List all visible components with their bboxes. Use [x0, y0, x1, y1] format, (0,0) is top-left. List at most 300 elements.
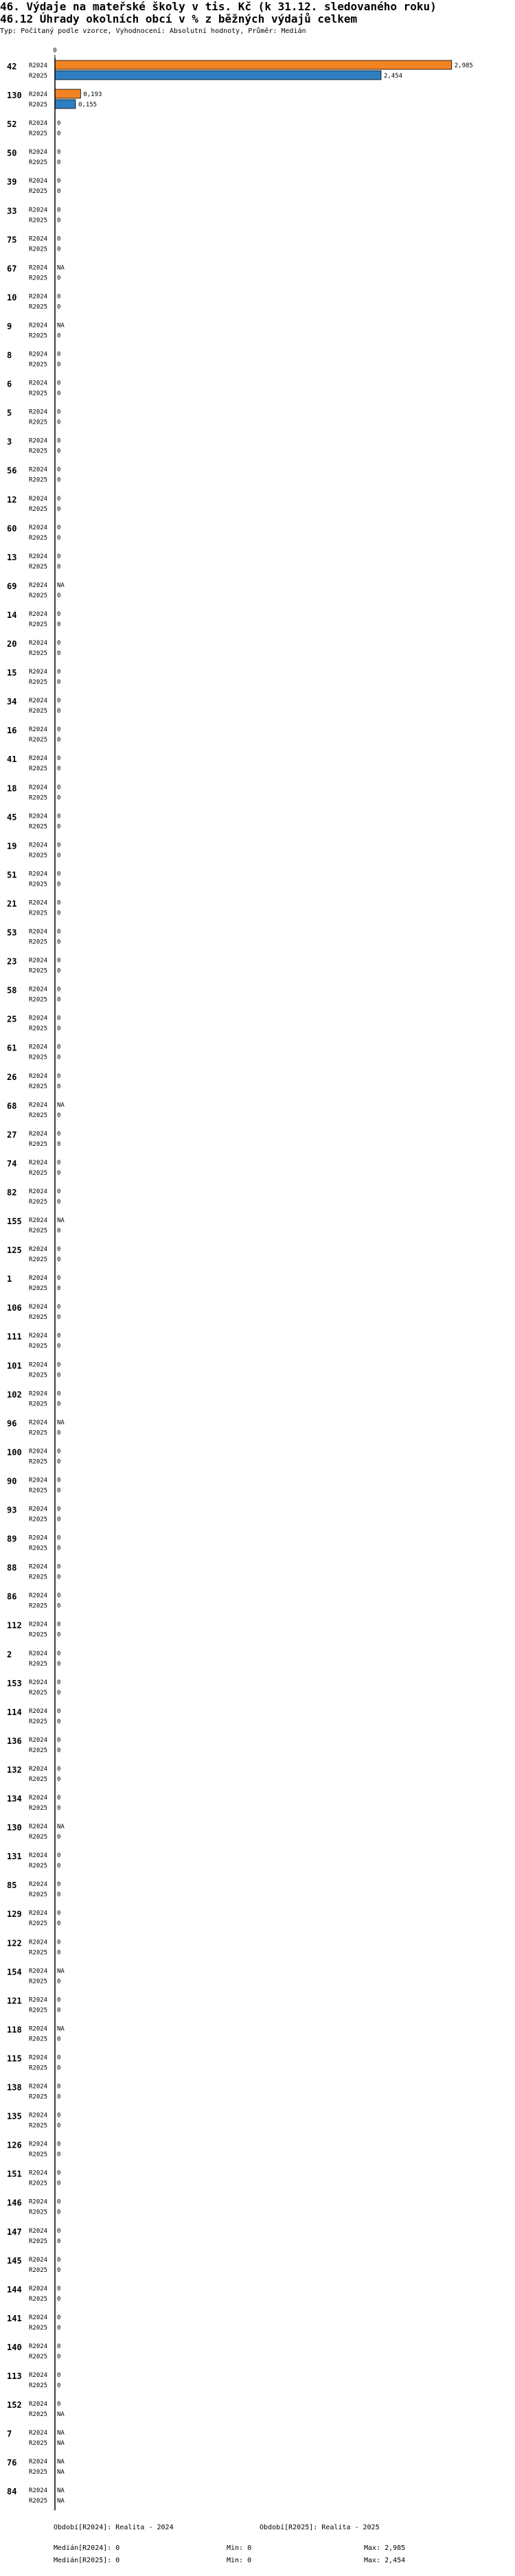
series-label: R2024	[29, 640, 48, 647]
series-label: R2025	[29, 1660, 48, 1668]
data-label: 0	[57, 679, 61, 687]
data-label: NA	[57, 2440, 65, 2448]
series-label: R2024	[29, 1304, 48, 1311]
data-label: 0	[57, 842, 61, 849]
median-r2024: Medián[R2024]: 0	[54, 2544, 120, 2552]
data-label: 0	[57, 2372, 61, 2379]
data-label: 0	[57, 448, 61, 455]
group-label: 7	[7, 2429, 12, 2439]
series-label: R2024	[29, 1217, 48, 1224]
series-label: R2024	[29, 2170, 48, 2177]
data-label: 0	[57, 235, 61, 243]
series-label: R2025	[29, 1314, 48, 1322]
data-label: 0	[57, 1390, 61, 1398]
series-label: R2024	[29, 2112, 48, 2119]
data-label: NA	[57, 2498, 65, 2505]
group-label: 138	[7, 2082, 22, 2093]
series-label: R2024	[29, 1736, 48, 1744]
group-label: 131	[7, 1852, 22, 1862]
data-label: 0	[57, 2007, 61, 2014]
legend-r2025: Období[R2025]: Realita - 2025	[260, 2524, 380, 2531]
group-label: 34	[7, 697, 17, 707]
data-label: 0	[57, 1621, 61, 1629]
series-label: R2025	[29, 2238, 48, 2245]
series-label: R2025	[29, 910, 48, 917]
series-label: R2025	[29, 246, 48, 253]
series-label: R2025	[29, 448, 48, 455]
series-label: R2024	[29, 1506, 48, 1513]
series-label: R2025	[29, 621, 48, 628]
series-label: R2025	[29, 2382, 48, 2389]
data-label: 0	[57, 1458, 61, 1466]
data-label: 2,985	[454, 62, 473, 69]
data-label: 0	[57, 871, 61, 878]
group-label: 125	[7, 1245, 22, 1256]
series-label: R2025	[29, 794, 48, 802]
data-label: 0	[57, 1044, 61, 1051]
series-label: R2025	[29, 332, 48, 340]
bar	[55, 60, 452, 69]
group-label: 5	[7, 408, 12, 418]
series-label: R2025	[29, 1140, 48, 1148]
data-label: 0	[57, 351, 61, 358]
series-label: R2024	[29, 1015, 48, 1022]
data-label: 0	[57, 2353, 61, 2360]
series-label: R2025	[29, 2469, 48, 2476]
series-label: R2025	[29, 737, 48, 744]
data-label: 0	[57, 813, 61, 820]
series-label: R2025	[29, 2151, 48, 2159]
group-label: 141	[7, 2313, 22, 2323]
series-label: R2024	[29, 1534, 48, 1542]
series-label: R2024	[29, 437, 48, 445]
group-label: 42	[7, 62, 17, 71]
bar	[55, 89, 80, 98]
group-label: 45	[7, 812, 17, 823]
series-label: R2025	[29, 1978, 48, 1986]
data-label: 0	[57, 1910, 61, 1918]
group-label: 15	[7, 668, 17, 678]
group-label: 23	[7, 956, 17, 967]
data-label: 0,193	[83, 91, 102, 99]
data-label: 0	[57, 1650, 61, 1657]
group-label: 13	[7, 552, 17, 562]
group-label: 155	[7, 1217, 22, 1226]
group-label: 146	[7, 2198, 22, 2208]
group-label: 3	[7, 437, 12, 447]
series-label: R2025	[29, 2353, 48, 2360]
group-label: 147	[7, 2227, 22, 2237]
series-label: R2025	[29, 1343, 48, 1350]
series-label: R2024	[29, 2083, 48, 2091]
data-label: 0	[57, 1015, 61, 1022]
series-label: R2024	[29, 1333, 48, 1340]
group-label: 132	[7, 1764, 22, 1775]
series-label: R2024	[29, 2054, 48, 2062]
data-label: 0	[57, 563, 61, 571]
group-label: 20	[7, 639, 17, 649]
x-tick-label: 0	[53, 47, 57, 54]
data-label: 0	[57, 928, 61, 936]
series-label: R2025	[29, 275, 48, 282]
data-label: 0	[57, 332, 61, 340]
data-label: 0	[57, 2083, 61, 2091]
data-label: 0	[57, 1795, 61, 1802]
data-label: 0	[57, 303, 61, 311]
series-label: R2024	[29, 1939, 48, 1946]
group-label: 101	[7, 1361, 22, 1371]
group-label: 27	[7, 1129, 17, 1140]
data-label: 0	[57, 2141, 61, 2148]
group-label: 112	[7, 1620, 22, 1631]
data-label: NA	[57, 1824, 65, 1831]
series-label: R2025	[29, 1891, 48, 1899]
group-label: 39	[7, 177, 17, 187]
data-label: 0	[57, 534, 61, 542]
data-label: 0	[57, 1997, 61, 2004]
series-label: R2024	[29, 784, 48, 792]
group-label: 61	[7, 1043, 17, 1053]
series-label: R2024	[29, 1477, 48, 1484]
data-label: 0	[57, 1506, 61, 1513]
group-label: 144	[7, 2284, 22, 2295]
chart-subtitle: 46.12 Úhrady okolních obcí v % z běžných výdajů celkem	[0, 12, 358, 25]
series-label: R2025	[29, 1372, 48, 1379]
data-label: 0	[57, 766, 61, 773]
series-label: R2025	[29, 2266, 48, 2274]
series-label: R2024	[29, 120, 48, 128]
data-label: 0	[57, 794, 61, 802]
series-label: R2024	[29, 1881, 48, 1889]
series-label: R2024	[29, 669, 48, 676]
group-label: 93	[7, 1505, 17, 1515]
data-label: 0	[57, 1275, 61, 1283]
group-label: 52	[7, 119, 17, 130]
series-label: R2024	[29, 178, 48, 185]
data-label: NA	[57, 1217, 65, 1224]
group-label: 135	[7, 2111, 22, 2121]
group-label: 118	[7, 2025, 22, 2035]
group-label: 68	[7, 1101, 17, 1111]
series-label: R2024	[29, 986, 48, 993]
data-label: 0	[57, 1372, 61, 1379]
data-label: 0	[57, 2295, 61, 2303]
data-label: 0	[57, 2227, 61, 2235]
group-label: 145	[7, 2255, 22, 2266]
data-label: NA	[57, 2430, 65, 2437]
data-label: 0	[57, 495, 61, 503]
data-label: 0	[57, 380, 61, 387]
data-label: 0	[57, 1285, 61, 1293]
series-label: R2024	[29, 2343, 48, 2350]
series-label: R2024	[29, 2198, 48, 2206]
series-label: R2025	[29, 1256, 48, 1264]
series-label: R2024	[29, 553, 48, 560]
data-label: 0	[57, 2036, 61, 2043]
data-label: 0	[57, 2180, 61, 2187]
data-label: 0	[57, 2112, 61, 2119]
series-label: R2024	[29, 1968, 48, 1975]
data-label: 0	[57, 1718, 61, 1725]
series-label: R2024	[29, 610, 48, 618]
series-label: R2025	[29, 1834, 48, 1841]
data-label: 0	[57, 592, 61, 599]
series-label: R2024	[29, 1130, 48, 1138]
series-label: R2025	[29, 650, 48, 657]
data-label: 0	[57, 910, 61, 917]
series-label: R2024	[29, 2487, 48, 2495]
data-label: 0	[57, 1574, 61, 1581]
series-label: R2025	[29, 823, 48, 831]
group-label: 100	[7, 1447, 22, 1458]
series-label: R2025	[29, 708, 48, 715]
data-label: 0	[57, 621, 61, 628]
group-label: 122	[7, 1938, 22, 1948]
data-label: 0	[57, 2256, 61, 2264]
data-label: 0	[57, 1256, 61, 1264]
data-label: 0	[57, 1881, 61, 1889]
group-label: 76	[7, 2458, 17, 2468]
data-label: 0	[57, 2343, 61, 2350]
series-label: R2025	[29, 1487, 48, 1495]
data-label: 0	[57, 275, 61, 282]
series-label: R2025	[29, 1169, 48, 1177]
data-label: 0	[57, 1679, 61, 1686]
series-label: R2024	[29, 235, 48, 243]
data-label: 0	[57, 726, 61, 734]
group-label: 88	[7, 1563, 17, 1573]
group-label: 75	[7, 235, 17, 245]
data-label: 0	[57, 1140, 61, 1148]
data-label: 0	[57, 553, 61, 560]
series-label: R2025	[29, 1545, 48, 1552]
series-label: R2024	[29, 755, 48, 763]
series-label: R2024	[29, 1563, 48, 1571]
data-label: 0	[57, 967, 61, 975]
data-label: 0	[57, 1805, 61, 1812]
data-label: 0	[57, 2266, 61, 2274]
data-label: 0	[57, 1401, 61, 1408]
max-r2024: Max: 2,985	[364, 2544, 406, 2552]
data-label: 0	[57, 524, 61, 531]
group-label: 69	[7, 581, 17, 591]
series-label: R2025	[29, 1747, 48, 1754]
series-label: R2024	[29, 2025, 48, 2033]
series-label: R2024	[29, 495, 48, 503]
series-label: R2024	[29, 2285, 48, 2292]
data-label: 0	[57, 1863, 61, 1870]
series-label: R2024	[29, 351, 48, 358]
group-label: 130	[7, 91, 22, 101]
data-label: 0	[57, 1602, 61, 1610]
series-label: R2025	[29, 1083, 48, 1090]
data-label: NA	[57, 322, 65, 330]
series-label: R2025	[29, 1949, 48, 1957]
series-label: R2024	[29, 1997, 48, 2004]
series-label: R2024	[29, 91, 48, 99]
data-label: 0	[57, 1304, 61, 1311]
series-label: R2024	[29, 2401, 48, 2408]
group-label: 12	[7, 494, 17, 505]
group-label: 14	[7, 610, 17, 620]
series-label: R2024	[29, 1650, 48, 1657]
data-label: 0	[57, 1429, 61, 1437]
data-label: 0	[57, 852, 61, 860]
group-label: 106	[7, 1303, 22, 1313]
series-label: R2025	[29, 73, 48, 80]
group-label: 74	[7, 1158, 17, 1169]
data-label: 0	[57, 1545, 61, 1552]
data-label: 0	[57, 1333, 61, 1340]
series-label: R2025	[29, 2324, 48, 2332]
series-label: R2024	[29, 1419, 48, 1427]
group-label: 21	[7, 899, 17, 909]
data-label: 0	[57, 188, 61, 196]
data-label: 0	[57, 2122, 61, 2130]
series-label: R2024	[29, 1448, 48, 1456]
data-label: 0	[57, 1516, 61, 1523]
data-label: 0	[57, 1228, 61, 1234]
data-label: 0	[57, 149, 61, 157]
series-label: R2024	[29, 726, 48, 734]
data-label: 0	[57, 1563, 61, 1571]
series-label: R2025	[29, 1285, 48, 1293]
series-label: R2024	[29, 1246, 48, 1254]
data-label: NA	[57, 264, 65, 272]
series-label: R2024	[29, 1621, 48, 1629]
group-label: 136	[7, 1736, 22, 1746]
group-label: 126	[7, 2140, 22, 2150]
series-label: R2025	[29, 505, 48, 513]
data-label: 0	[57, 1891, 61, 1899]
data-label: 0	[57, 2285, 61, 2292]
series-label: R2025	[29, 939, 48, 946]
group-label: 130	[7, 1823, 22, 1833]
data-label: 0	[57, 466, 61, 474]
data-label: 0	[57, 2314, 61, 2321]
group-label: 58	[7, 985, 17, 996]
group-label: 60	[7, 523, 17, 533]
series-label: R2024	[29, 466, 48, 474]
series-label: R2024	[29, 1275, 48, 1283]
data-label: 0	[57, 1083, 61, 1090]
series-label: R2024	[29, 380, 48, 387]
series-label: R2024	[29, 899, 48, 907]
data-label: 0	[57, 217, 61, 225]
series-label: R2025	[29, 2209, 48, 2216]
data-label: 0	[57, 957, 61, 965]
data-label: 0	[57, 1920, 61, 1928]
group-label: 9	[7, 321, 12, 332]
series-label: R2024	[29, 1592, 48, 1600]
data-label: 0	[57, 1689, 61, 1697]
data-label: 0	[57, 708, 61, 715]
data-label: 0	[57, 939, 61, 946]
series-label: R2025	[29, 1054, 48, 1061]
max-r2025: Max: 2,454	[364, 2557, 406, 2564]
series-label: R2024	[29, 813, 48, 820]
data-label: 0	[57, 737, 61, 744]
group-label: 51	[7, 870, 17, 880]
chart-description: Typ: Počítaný podle vzorce, Vyhodnocení: Absolutní hodnoty, Průměr: Medián	[0, 27, 306, 35]
chart-title: 46. Výdaje na mateřské školy v tis. Kč (k 31.12. sledovaného roku)	[0, 0, 437, 13]
group-label: 8	[7, 350, 12, 360]
min-r2025: Min: 0	[227, 2557, 252, 2564]
data-label: 0	[57, 1949, 61, 1957]
data-label: 0	[57, 784, 61, 792]
data-label: 0	[57, 881, 61, 888]
data-label: 0	[57, 1159, 61, 1166]
series-label: R2024	[29, 1765, 48, 1773]
series-label: R2024	[29, 2459, 48, 2466]
data-label: 0	[57, 1978, 61, 1986]
group-label: 82	[7, 1187, 17, 1197]
series-label: R2024	[29, 2227, 48, 2235]
series-label: R2024	[29, 1852, 48, 1860]
series-label: R2025	[29, 390, 48, 398]
data-label: 0	[57, 2151, 61, 2159]
series-label: R2025	[29, 1458, 48, 1466]
series-label: R2024	[29, 1390, 48, 1398]
series-label: R2025	[29, 2498, 48, 2505]
series-label: R2024	[29, 409, 48, 416]
series-label: R2024	[29, 2430, 48, 2437]
data-label: 0	[57, 669, 61, 676]
series-label: R2025	[29, 1401, 48, 1408]
data-label: NA	[57, 2025, 65, 2033]
data-label: 0	[57, 650, 61, 657]
series-label: R2024	[29, 1101, 48, 1109]
series-label: R2024	[29, 2314, 48, 2321]
group-label: 154	[7, 1967, 22, 1977]
data-label: 0	[57, 1747, 61, 1754]
data-label: 0	[57, 986, 61, 993]
group-label: 6	[7, 379, 12, 389]
group-label: 86	[7, 1591, 17, 1602]
series-label: R2025	[29, 881, 48, 888]
group-label: 84	[7, 2487, 17, 2497]
series-label: R2024	[29, 957, 48, 965]
series-label: R2025	[29, 534, 48, 542]
series-label: R2024	[29, 1188, 48, 1195]
data-label: 0	[57, 1343, 61, 1350]
series-label: R2025	[29, 2065, 48, 2072]
series-label: R2024	[29, 264, 48, 272]
series-label: R2024	[29, 1159, 48, 1166]
data-label: 0	[57, 1198, 61, 1206]
data-label: 0	[57, 2093, 61, 2101]
series-label: R2025	[29, 1574, 48, 1581]
group-label: 56	[7, 465, 17, 476]
group-label: 50	[7, 148, 17, 159]
series-label: R2024	[29, 842, 48, 849]
series-label: R2024	[29, 62, 48, 69]
data-label: 0	[57, 1631, 61, 1639]
series-label: R2025	[29, 679, 48, 687]
series-label: R2025	[29, 2295, 48, 2303]
group-label: 1	[7, 1274, 12, 1285]
data-label: 0	[57, 899, 61, 907]
data-label: NA	[57, 2469, 65, 2476]
series-label: R2024	[29, 2256, 48, 2264]
series-label: R2025	[29, 967, 48, 975]
group-label: 25	[7, 1014, 17, 1024]
data-label: 0	[57, 1939, 61, 1946]
group-label: 152	[7, 2400, 22, 2411]
data-label: 0	[57, 1130, 61, 1138]
group-label: 16	[7, 726, 17, 736]
group-label: 33	[7, 206, 17, 216]
